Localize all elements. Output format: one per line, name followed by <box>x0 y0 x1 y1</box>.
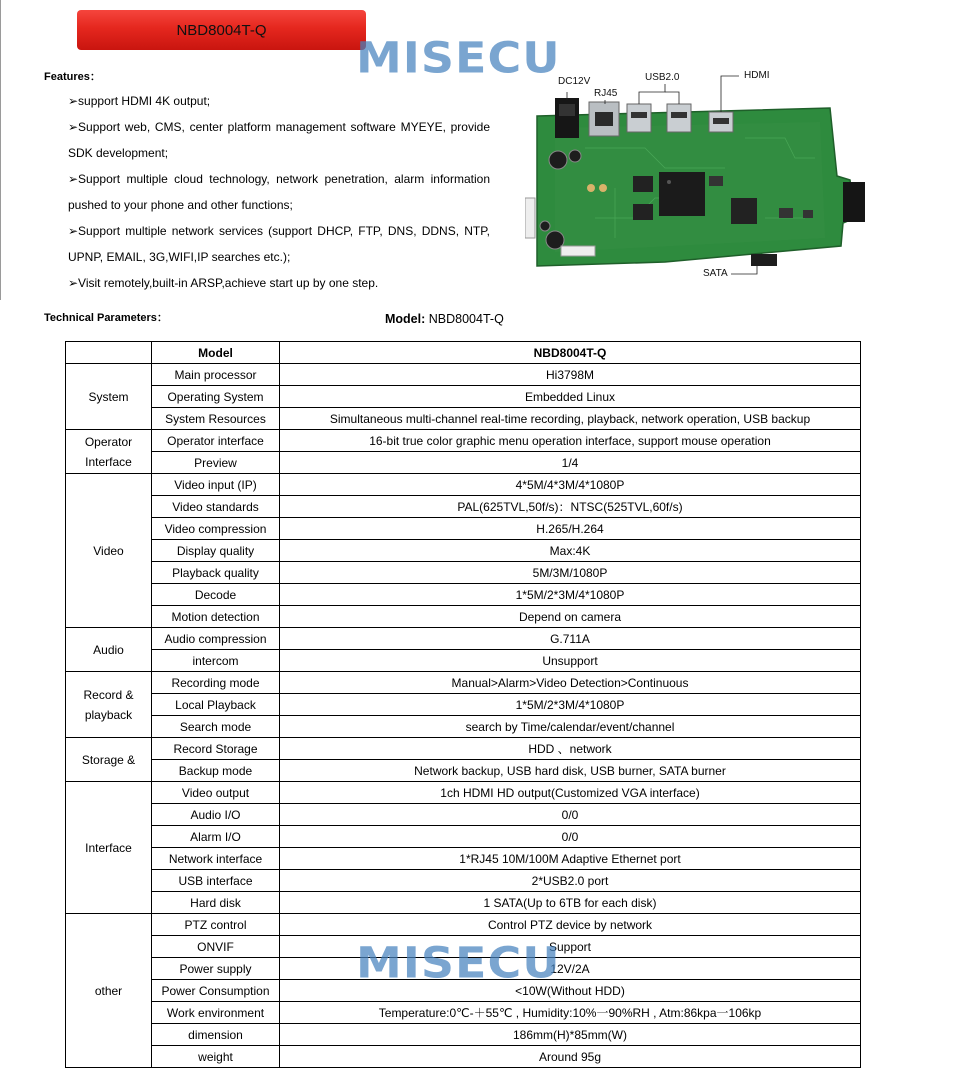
feature-item: ➢Support multiple cloud technology, network penetration, alarm information pushed to your phone and other functions; <box>68 172 490 212</box>
feature-item: ➢support HDMI 4K output; <box>68 94 211 108</box>
value-cell: 0/0 <box>280 804 861 826</box>
table-row <box>66 518 861 540</box>
param-cell: Motion detection <box>152 606 280 628</box>
model-line <box>385 312 504 326</box>
param-cell: ONVIF <box>152 936 280 958</box>
table-row <box>66 914 861 936</box>
param-cell: Decode <box>152 584 280 606</box>
table-row <box>66 936 861 958</box>
value-cell: 1ch HDMI HD output(Customized VGA interface) <box>280 782 861 804</box>
board-label-rj45: RJ45 <box>594 88 618 99</box>
param-cell: Audio I/O <box>152 804 280 826</box>
table-row <box>66 408 861 430</box>
model-label: Model: <box>385 312 426 326</box>
table-row <box>66 848 861 870</box>
value-cell: 2*USB2.0 port <box>280 870 861 892</box>
param-cell: Alarm I/O <box>152 826 280 848</box>
header-cell-empty <box>66 342 152 364</box>
value-cell: 4*5M/4*3M/4*1080P <box>280 474 861 496</box>
table-row <box>66 474 861 496</box>
value-cell: 16-bit true color graphic menu operation interface, support mouse operation <box>280 430 861 452</box>
table-row <box>66 496 861 518</box>
table-row <box>66 606 861 628</box>
value-cell: 1*RJ45 10M/100M Adaptive Ethernet port <box>280 848 861 870</box>
value-cell: 1*5M/2*3M/4*1080P <box>280 694 861 716</box>
table-header-row <box>66 342 861 364</box>
group-cell: Operator Interface <box>66 430 152 474</box>
param-cell: Display quality <box>152 540 280 562</box>
value-cell: G.711A <box>280 628 861 650</box>
header-cell-model-value: NBD8004T-Q <box>280 342 861 364</box>
group-cell: System <box>66 364 152 430</box>
param-cell: intercom <box>152 650 280 672</box>
value-cell: Unsupport <box>280 650 861 672</box>
value-cell: Support <box>280 936 861 958</box>
param-cell: Work environment <box>152 1002 280 1024</box>
param-cell: Search mode <box>152 716 280 738</box>
table-row <box>66 804 861 826</box>
param-cell: Playback quality <box>152 562 280 584</box>
value-cell: 1/4 <box>280 452 861 474</box>
spec-table <box>65 341 861 1068</box>
page-edge-line <box>0 0 1 300</box>
value-cell: 12V/2A <box>280 958 861 980</box>
group-cell: Record & playback <box>66 672 152 738</box>
feature-item: ➢Visit remotely,built-in ARSP,achieve start up by one step. <box>68 276 379 290</box>
value-cell: Depend on camera <box>280 606 861 628</box>
value-cell: Network backup, USB hard disk, USB burner, SATA burner <box>280 760 861 782</box>
product-title-banner <box>77 10 366 50</box>
param-cell: weight <box>152 1046 280 1068</box>
table-row <box>66 870 861 892</box>
feature-item: ➢Support multiple network services (support DHCP, FTP, DNS, DDNS, NTP, UPNP, EMAIL, 3G,WIFI,IP searches etc.); <box>68 224 490 264</box>
table-row <box>66 760 861 782</box>
board-label-dc12v: DC12V <box>558 76 591 87</box>
param-cell: USB interface <box>152 870 280 892</box>
table-row <box>66 540 861 562</box>
value-cell: 186mm(H)*85mm(W) <box>280 1024 861 1046</box>
param-cell: Main processor <box>152 364 280 386</box>
table-row <box>66 892 861 914</box>
board-label-sata: SATA <box>703 268 728 279</box>
table-row <box>66 782 861 804</box>
param-cell: Power Consumption <box>152 980 280 1002</box>
board-label-usb: USB2.0 <box>645 72 680 83</box>
features-heading: Features： <box>44 71 101 83</box>
param-cell: Video standards <box>152 496 280 518</box>
param-cell: Backup mode <box>152 760 280 782</box>
feature-item: ➢Support web, CMS, center platform management software MYEYE, provide SDK development; <box>68 120 490 160</box>
table-row <box>66 430 861 452</box>
board-label-hdmi: HDMI <box>744 70 770 81</box>
circuit-board-illustration <box>525 68 870 283</box>
group-cell: Storage & <box>66 738 152 782</box>
value-cell: 1*5M/2*3M/4*1080P <box>280 584 861 606</box>
features-list <box>68 88 490 296</box>
table-row <box>66 716 861 738</box>
param-cell: Audio compression <box>152 628 280 650</box>
value-cell: Embedded Linux <box>280 386 861 408</box>
param-cell: Operating System <box>152 386 280 408</box>
param-cell: Video compression <box>152 518 280 540</box>
table-row <box>66 650 861 672</box>
table-row <box>66 958 861 980</box>
value-cell: 0/0 <box>280 826 861 848</box>
value-cell: Control PTZ device by network <box>280 914 861 936</box>
table-row <box>66 672 861 694</box>
param-cell: Operator interface <box>152 430 280 452</box>
value-cell: H.265/H.264 <box>280 518 861 540</box>
param-cell: Power supply <box>152 958 280 980</box>
table-row <box>66 364 861 386</box>
banner-title: NBD8004T-Q <box>176 21 267 39</box>
table-row <box>66 1024 861 1046</box>
value-cell: search by Time/calendar/event/channel <box>280 716 861 738</box>
table-row <box>66 562 861 584</box>
param-cell: Preview <box>152 452 280 474</box>
table-row <box>66 738 861 760</box>
value-cell: <10W(Without HDD) <box>280 980 861 1002</box>
header-cell-model: Model <box>152 342 280 364</box>
param-cell: Network interface <box>152 848 280 870</box>
table-row <box>66 1002 861 1024</box>
group-cell: Video <box>66 474 152 628</box>
param-cell: Record Storage <box>152 738 280 760</box>
param-cell: Video input (IP) <box>152 474 280 496</box>
group-cell: Interface <box>66 782 152 914</box>
param-cell: Video output <box>152 782 280 804</box>
param-cell: Local Playback <box>152 694 280 716</box>
value-cell: 5M/3M/1080P <box>280 562 861 584</box>
param-cell: System Resources <box>152 408 280 430</box>
param-cell: Hard disk <box>152 892 280 914</box>
table-row <box>66 386 861 408</box>
value-cell: PAL(625TVL,50f/s)：NTSC(525TVL,60f/s) <box>280 496 861 518</box>
value-cell: Around 95g <box>280 1046 861 1068</box>
value-cell: Temperature:0℃-＋55℃ , Humidity:10%一90%RH , Atm:86kpa一106kp <box>280 1002 861 1024</box>
param-cell: PTZ control <box>152 914 280 936</box>
circuit-board-image <box>525 68 870 283</box>
table-row <box>66 980 861 1002</box>
model-value: NBD8004T-Q <box>428 312 504 326</box>
watermark-logo-bottom: MISECU <box>356 938 561 988</box>
value-cell: 1 SATA(Up to 6TB for each disk) <box>280 892 861 914</box>
value-cell: Manual>Alarm>Video Detection>Continuous <box>280 672 861 694</box>
param-cell: Recording mode <box>152 672 280 694</box>
param-cell: dimension <box>152 1024 280 1046</box>
value-cell: Max:4K <box>280 540 861 562</box>
value-cell: Simultaneous multi-channel real-time recording, playback, network operation, USB backup <box>280 408 861 430</box>
group-cell: other <box>66 914 152 1068</box>
technical-parameters-heading: Technical Parameters： <box>44 312 168 324</box>
table-row <box>66 826 861 848</box>
group-cell: Audio <box>66 628 152 672</box>
table-row <box>66 694 861 716</box>
value-cell: HDD 、network <box>280 738 861 760</box>
table-row <box>66 628 861 650</box>
table-row <box>66 452 861 474</box>
table-row <box>66 1046 861 1068</box>
table-row <box>66 584 861 606</box>
watermark-logo-top: MISECU <box>356 33 561 83</box>
value-cell: Hi3798M <box>280 364 861 386</box>
